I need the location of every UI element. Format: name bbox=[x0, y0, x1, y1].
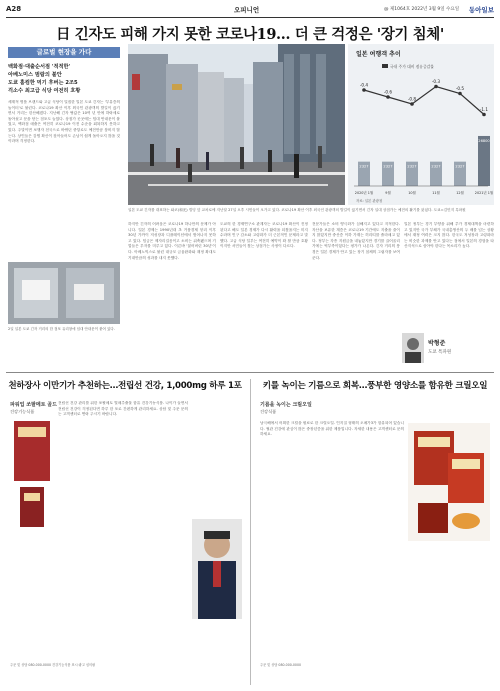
subhead-line: 백화점·대출순서점 '적적한' bbox=[8, 64, 71, 70]
x-tick-label: 10월 bbox=[408, 191, 416, 195]
paper-logo: 동아일보 bbox=[468, 6, 494, 14]
article-body-mid3: 전문가들은 소비 양극화가 심해지고 있다고 지적한다. 자산을 보유한 계층은 코로나19 기간에도 지출을 줄이지 않았지만 중산층 이하 가계는 허리띠를 졸라매고 있다. 정부는 각종 지원금을 내놓았지만 경기를 끌어올리기에는 역부족이었다는 평가가 나온다. 긴자 거리의 풍경은 일본 경제가 안고 있는 장기 침체의 그림자를 보여준다. bbox=[312, 222, 400, 260]
top-rule bbox=[6, 17, 494, 18]
ad-footer: 주문 및 상담 080-000-0000 건강기능식품 표시·광고 심의필 bbox=[10, 663, 96, 667]
bar-value-label: 2327 bbox=[431, 164, 441, 169]
series-point bbox=[386, 95, 390, 99]
series-point bbox=[410, 102, 414, 106]
author-title: 도쿄 특파원 bbox=[428, 350, 452, 355]
headline: 日 긴자도 피해 가지 못한 코로나19… 더 큰 걱정은 '장기 침체' bbox=[56, 26, 444, 43]
legend-swatch bbox=[382, 64, 388, 68]
subhead-line: 도쿄 홈컴한 먹기 후버는 2조5 bbox=[8, 80, 78, 86]
ad-body: 남극해에서 어획한 크릴을 원료로 한 크릴오일. 인지질 형태의 오메가3가 함유되어 있습니다. 혈관 건강에 관심이 많은 중장년층을 위한 제품입니다. 자세한 내용은 고객센터로 문의하세요. bbox=[260, 421, 404, 437]
chart-source: 자료: 일본 관광청 bbox=[356, 199, 383, 203]
photo-caption: 일본 도쿄 긴자를 대표하는 와코(和光) 빌딩 앞 교차로에 지난달 27일 오후 시민들이 오가고 있다. 코로나19 확산 이후 외국인 관광객의 발길이 끊기면서 긴자 일대 상점가는 예전의 활기를 잃었다. 도쿄=김민지 특파원 bbox=[128, 208, 466, 212]
point-value-label: -0.4 bbox=[359, 82, 369, 88]
ginza-street-photo bbox=[128, 44, 345, 205]
point-value-label: -1.1 bbox=[479, 107, 489, 112]
page-number: A28 bbox=[6, 5, 22, 13]
author-avatar bbox=[402, 333, 424, 363]
ad-footer: 주문 및 상담 080-000-0000 bbox=[260, 663, 302, 667]
ad-krill-oil bbox=[256, 379, 494, 685]
issue-date: @ 제1064호 2022년 3월 9일 수요일 bbox=[384, 7, 460, 12]
x-tick-label: 12월 bbox=[456, 191, 464, 195]
chart-title: 일본 여행객 추이 bbox=[356, 51, 401, 58]
bar-value-label: 2327 bbox=[383, 164, 393, 169]
shop-window-photo bbox=[8, 262, 120, 324]
series-point bbox=[482, 113, 486, 117]
author-name: 박형준 bbox=[428, 340, 446, 347]
ad-body: 전립선 건강 관리를 위한 쏘팔메토 열매추출물 함유 건강기능식품. 나이가 들면서 전립선 건강이 걱정된다면 하루 한 포로 간편하게 관리하세요. 상담 및 주문 문의는 고객센터로 연락 주시기 바랍니다. bbox=[58, 401, 188, 417]
point-value-label: -0.3 bbox=[431, 79, 441, 84]
ad-divider bbox=[6, 372, 494, 373]
x-tick-label: 11월 bbox=[432, 191, 440, 195]
masthead bbox=[6, 4, 494, 16]
point-value-label: -0.6 bbox=[383, 89, 393, 95]
ad-title: 키를 녹이는 기름으로 회복…풍부한 영양소를 함유한 크릴오일 bbox=[262, 381, 488, 391]
column-kicker: 글로벌 현장을 가다 bbox=[8, 47, 120, 58]
ad-product-type: 건강식품 bbox=[260, 409, 277, 414]
point-value-label: -0.8 bbox=[407, 96, 417, 102]
product-box-image bbox=[10, 417, 54, 535]
bar-value-label: 2327 bbox=[359, 164, 369, 169]
article-body-mid1: 하지만 긴자의 어려움은 코로나19 하나만의 문제가 아니다. 일본 경제는 1990년대 초 거품경제 붕괴 이후 30년 가까이 저성장과 디플레이션에서 벗어나지 못하고 있다. 임금은 제자리걸음이고 소비는 위축됐으며 기업들은 투자를 미루고 있다. 이른바 '잃어버린 30년'이다. 아베노믹스로 불린 대규모 금융완화와 재정 확대도 기대만큼의 성과를 내지 못했다. bbox=[128, 222, 216, 260]
series-point bbox=[362, 88, 366, 92]
product-package-image bbox=[408, 423, 490, 541]
x-tick-label: 9월 bbox=[385, 191, 391, 195]
bar bbox=[478, 136, 490, 186]
point-value-label: -0.5 bbox=[455, 86, 465, 91]
subhead-line: 걱소수 최고급 식당 여전히 호황 bbox=[8, 88, 81, 94]
series-point bbox=[458, 92, 462, 96]
ad-separator bbox=[250, 379, 251, 685]
series-line bbox=[364, 87, 484, 115]
ad-prostate bbox=[6, 379, 244, 685]
chart-canvas bbox=[348, 44, 494, 205]
article-body-right: 일본 정부는 경기 부양을 위해 추가 경제대책을 마련하고 있지만 국가 부채가 국내총생산의 두 배를 넘는 상황에서 재정 여력은 크지 않다. 한국도 저성장과 고령화라는 비슷한 과제를 안고 있다는 점에서 일본의 경험을 타산지석으로 삼아야 한다는 목소리가 높다. bbox=[404, 222, 494, 249]
legend-label: 국내 주가 대비 점유증감률 bbox=[390, 64, 434, 69]
spokesperson-photo bbox=[192, 519, 242, 619]
subheadline bbox=[8, 63, 120, 95]
ad-product-name: 파워업 쏘팔메토 골드 bbox=[10, 402, 57, 408]
x-tick-label: 2021년 1월 bbox=[474, 191, 494, 195]
article-body-left: 세계적 명품 브랜드와 고급 식당이 밀집한 일본 도쿄 긴자는 '부유층의 놀이터'로 불린다. 코로나19 확산 이후 외국인 관광객의 발길이 끊기면서 거리는 한산해졌다. 지난해 긴자 땅값은 10여 년 만에 하락세로 돌아섰고 문을 닫는 점포도 늘었다. 상점가 곳곳에는 임대 안내문이 붙었고, 백화점 매출은 여전히 코로나19 이전 수준을 회복하지 못하고 있다. 주말이면 보행자 천국으로 바뀌던 중앙로도 예전만큼 붐비지 않는다. 상인들은 감염 확산이 잦아들어도 손님이 쉽게 돌아오지 않을 것이라며 걱정한다. bbox=[8, 100, 120, 144]
bar-value-label: 26800 bbox=[478, 138, 490, 143]
x-tick-label: 2020년 1월 bbox=[354, 191, 374, 195]
ad-product-name: 기름을 녹이는 크릴오일 bbox=[260, 402, 312, 408]
small-photo-caption: 2일 일본 도쿄 긴자 거리의 한 점포 유리창에 임대 안내문이 붙어 있다. bbox=[8, 327, 115, 331]
ad-title: 천하장사 이만기가 추천하는…전립선 건강, 1,000mg 하루 1포 bbox=[8, 381, 242, 391]
tourist-trend-chart bbox=[348, 44, 494, 205]
subhead-line: 아베노미스 범람의 불안 bbox=[8, 72, 62, 78]
article-body-mid2: 도쿄의 한 경제연구소 관계자는 코로나19 확산이 진정된다고 해도 일본 경제가 다시 활력을 되찾을지는 미지수라며 인구 감소와 고령화가 더 근본적인 문제라고 말했다. 고급 식당 일부는 여전히 예약이 꽉 찰 만큼 호황이지만 서민들이 찾는 상점가는 사정이 다르다. bbox=[220, 222, 308, 249]
series-point bbox=[434, 85, 438, 89]
ad-product-type: 건강기능식품 bbox=[10, 409, 35, 414]
section-name: 오피니언 bbox=[234, 6, 260, 14]
bar-value-label: 2327 bbox=[407, 164, 417, 169]
bar-value-label: 2327 bbox=[455, 164, 465, 169]
